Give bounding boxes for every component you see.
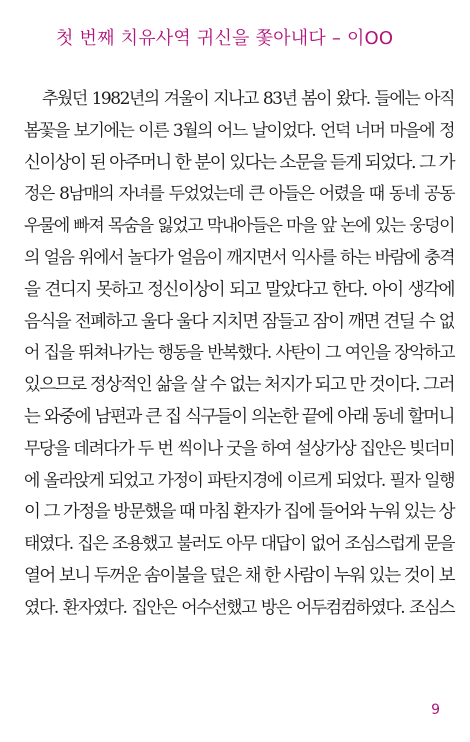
text-line: 어 집을 뛰쳐나가는 행동을 반복했다. 사탄이 그 여인을 장악하고 bbox=[24, 343, 454, 364]
text-line: 신이상이 된 아주머니 한 분이 있다는 소문을 듣게 되었다. 그 가 bbox=[24, 152, 454, 173]
text-line: 무당을 데려다가 두 번 씩이나 굿을 하여 설상가상 집안은 빚더미 bbox=[24, 438, 454, 459]
text-line: 였다. 환자였다. 집안은 어수선했고 방은 어두컴컴하였다. 조심스 bbox=[24, 597, 454, 618]
text-line: 태였다. 집은 조용했고 불러도 아무 대답이 없어 조심스럽게 문을 bbox=[24, 534, 454, 555]
text-line: 정은 8남매의 자녀를 두었었는데 큰 아들은 어렸을 때 동네 공동 bbox=[24, 184, 454, 205]
text-line: 이 그 가정을 방문했을 때 마침 환자가 집에 들어와 누워 있는 상 bbox=[24, 502, 454, 523]
text-line: 열어 보니 두꺼운 솜이불을 덮은 채 한 사람이 누워 있는 것이 보 bbox=[24, 565, 454, 586]
text-line: 우물에 빠져 목숨을 잃었고 막내아들은 마을 앞 논에 있는 웅덩이 bbox=[24, 216, 454, 237]
text-line: 봄꽃을 보기에는 이른 3월의 어느 날이었다. 언덕 너머 마을에 정 bbox=[24, 120, 454, 141]
body-paragraph bbox=[24, 84, 454, 625]
text-line: 있으므로 정상적인 삶을 살 수 없는 처지가 되고 만 것이다. 그러 bbox=[24, 375, 454, 396]
text-line: 음식을 전폐하고 울다 울다 지치면 잠들고 잠이 깨면 견딜 수 없 bbox=[24, 311, 454, 332]
text-line: 에 올라앉게 되었고 가정이 파탄지경에 이르게 되었다. 필자 일행 bbox=[24, 470, 454, 491]
chapter-title: 첫 번째 치유사역 귀신을 쫓아내다 – 이OO bbox=[56, 28, 394, 49]
page-number: 9 bbox=[431, 702, 440, 718]
text-line: 는 와중에 남편과 큰 집 식구들이 의논한 끝에 아래 동네 할머니 bbox=[24, 406, 454, 427]
text-line: 을 견디지 못하고 정신이상이 되고 말았다고 한다. 아이 생각에 bbox=[24, 279, 454, 300]
text-line: 추웠던 1982년의 겨울이 지나고 83년 봄이 왔다. 들에는 아직 bbox=[42, 89, 454, 109]
text-line: 의 얼음 위에서 놀다가 얼음이 깨지면서 익사를 하는 바람에 충격 bbox=[24, 247, 454, 268]
